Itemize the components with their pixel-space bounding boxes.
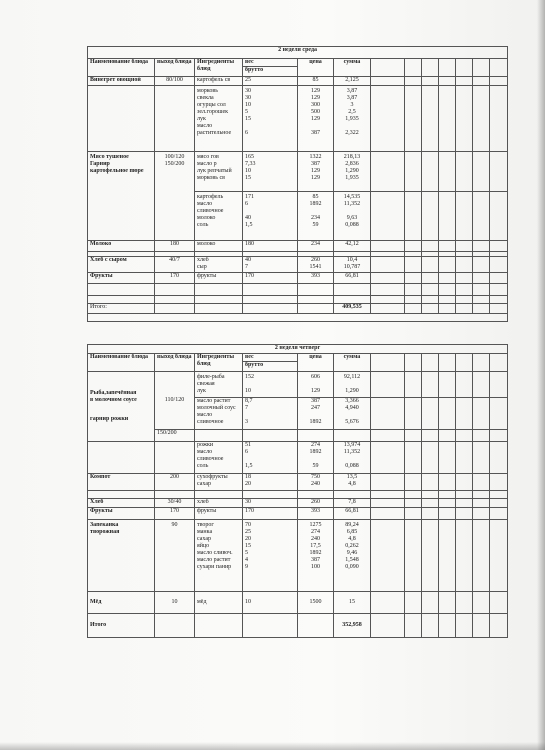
dish-milk: Молоко xyxy=(88,241,155,252)
weight-list: 30 30 10 5 15 6 xyxy=(243,86,298,152)
ingredient-list: картофель масло сливочное молоко соль xyxy=(195,192,243,241)
header-weight-label: вес xyxy=(245,354,254,360)
yield-milk: 180 xyxy=(155,241,195,252)
header-price: цена xyxy=(298,59,334,77)
sum-list: 14,535 11,352 9,63 0,088 xyxy=(334,192,371,241)
dish-casserole: Запеканка творожная xyxy=(88,520,155,592)
ingredient-list: хлеб сыр xyxy=(195,257,243,273)
dish-meat: Мясо тушеное Гарнир картофельное пюре xyxy=(88,152,155,241)
weight-list: 165 7,33 10 15 xyxy=(243,152,298,192)
total-label: Итого: xyxy=(88,304,155,314)
weight-list: 171 6 40 1,5 xyxy=(243,192,298,241)
dish-bread-cheese: Хлеб с сыром xyxy=(88,257,155,273)
sum-list: 10,4 10,787 xyxy=(334,257,371,273)
dish-fruit: Фрукты xyxy=(88,508,155,520)
total-sum: 352,958 xyxy=(334,614,371,638)
yield-meat: 100/120 150/200 xyxy=(155,152,195,241)
price-list: 260 1541 xyxy=(298,257,334,273)
header-weight xyxy=(243,354,298,372)
header-yield: выход блюда xyxy=(155,354,195,372)
header-brutto-label: брутто xyxy=(243,66,297,74)
weight-list: 8,7 7 3 xyxy=(243,398,298,430)
price-list: 606 129 xyxy=(298,372,334,398)
sum-list: 3,87 3,87 3 2,5 1,935 2,322 xyxy=(334,86,371,152)
price: 393 xyxy=(298,508,334,520)
weight-list: 18 20 xyxy=(243,474,298,491)
weight-list: 152 10 xyxy=(243,372,298,398)
price: 260 xyxy=(298,499,334,508)
yield-compot: 200 xyxy=(155,474,195,491)
yield-bread-cheese: 40/7 xyxy=(155,257,195,273)
sum-list: 89,24 6,85 4,8 0,262 9,46 1,548 0,090 xyxy=(334,520,371,592)
yield-fruit: 170 xyxy=(155,273,195,284)
scan-shadow-right xyxy=(537,0,545,750)
yield-casserole: 90 xyxy=(155,520,195,592)
yield-bread: 30/40 xyxy=(155,499,195,508)
sum-list: 92,112 1,290 xyxy=(334,372,371,398)
dish-fruit: Фрукты xyxy=(88,273,155,284)
sum-list: 3,366 4,940 5,676 xyxy=(334,398,371,430)
sum: 15 xyxy=(334,592,371,614)
yield-vinegret: 80/100 xyxy=(155,77,195,86)
weight: 30 xyxy=(243,499,298,508)
weight: 25 xyxy=(243,77,298,86)
price-list: 750 240 xyxy=(298,474,334,491)
header-weight xyxy=(243,59,298,77)
weight: 10 xyxy=(243,592,298,614)
price: 393 xyxy=(298,273,334,284)
header-name: Наименование блюда xyxy=(88,354,155,372)
ingredient: картофель св xyxy=(195,77,243,86)
ingredient-list: филе-рыба свежая лук xyxy=(195,372,243,398)
price: 85 xyxy=(298,77,334,86)
ingredient-list: творог манка сахар яйцо масло сливоч. масло растит сухари панир xyxy=(195,520,243,592)
price: 1500 xyxy=(298,592,334,614)
yield-fish: 110/120 xyxy=(155,372,195,430)
weight: 170 xyxy=(243,508,298,520)
header-price: цена xyxy=(298,354,334,372)
header-sum: сумма xyxy=(334,59,371,77)
price-list: 129 129 300 500 129 387 xyxy=(298,86,334,152)
header-weight-label: вес xyxy=(245,59,254,65)
ingredient: фрукты xyxy=(195,273,243,284)
total-label: Итого xyxy=(88,614,155,638)
ingredient-list: мясо гов масло р лук репчатый морковь св xyxy=(195,152,243,192)
weight-list: 51 6 1,5 xyxy=(243,442,298,474)
sum: 2,125 xyxy=(334,77,371,86)
header-sum: сумма xyxy=(334,354,371,372)
price-list: 1275 274 240 17,5 1892 387 100 xyxy=(298,520,334,592)
sum-list: 13,974 11,352 0,088 xyxy=(334,442,371,474)
wednesday-title: 2 неделя среда xyxy=(88,47,508,59)
ingredient-list: морковь свекла огурцы сол зел.горошек лук масло растительное xyxy=(195,86,243,152)
dish-vinegret: Винегрет овощной xyxy=(88,77,155,86)
ingredient: фрукты xyxy=(195,508,243,520)
dish-compot: Компот xyxy=(88,474,155,491)
weight: 170 xyxy=(243,273,298,284)
sum: 66,81 xyxy=(334,508,371,520)
scan-shadow-bottom xyxy=(0,742,545,750)
dish-honey: Мёд xyxy=(88,592,155,614)
ingredient-list: сухофрукты сахар xyxy=(195,474,243,491)
yield-garnish: 150/200 xyxy=(155,430,195,442)
sum: 66,81 xyxy=(334,273,371,284)
sum: 7,8 xyxy=(334,499,371,508)
ingredient: мёд xyxy=(195,592,243,614)
price: 234 xyxy=(298,241,334,252)
header-name: Наименование блюда xyxy=(88,59,155,77)
yield-fruit: 170 xyxy=(155,508,195,520)
thursday-title: 2 неделя четверг xyxy=(88,345,508,354)
dish-bread: Хлеб xyxy=(88,499,155,508)
header-yield: выход блюда xyxy=(155,59,195,77)
dish-fish: Рыба,запечённая в молочном соусе гарнир рожки xyxy=(88,372,155,442)
wednesday-menu-table xyxy=(87,46,508,322)
price-list: 387 247 1892 xyxy=(298,398,334,430)
price-list: 274 1892 59 xyxy=(298,442,334,474)
weight-list: 70 25 20 15 5 4 9 xyxy=(243,520,298,592)
ingredient: молоко xyxy=(195,241,243,252)
yield-honey: 10 xyxy=(155,592,195,614)
sum: 42,12 xyxy=(334,241,371,252)
header-ingredients: Ингредиенты блюд xyxy=(195,354,243,372)
sum-list: 218,13 2,836 1,290 1,935 xyxy=(334,152,371,192)
ingredient-list: масло растит молочный соус масло сливочное xyxy=(195,398,243,430)
thursday-menu-table xyxy=(87,344,508,638)
price-list: 1322 387 129 129 xyxy=(298,152,334,192)
header-brutto-label: брутто xyxy=(243,361,297,369)
sum-list: 13,5 4,8 xyxy=(334,474,371,491)
price-list: 85 1892 234 59 xyxy=(298,192,334,241)
weight-list: 40 7 xyxy=(243,257,298,273)
ingredient: хлеб xyxy=(195,499,243,508)
total-sum: 409,535 xyxy=(334,304,371,314)
header-ingredients: Ингредиенты блюд xyxy=(195,59,243,77)
weight: 180 xyxy=(243,241,298,252)
ingredient-list: рожки масло сливочное соль xyxy=(195,442,243,474)
